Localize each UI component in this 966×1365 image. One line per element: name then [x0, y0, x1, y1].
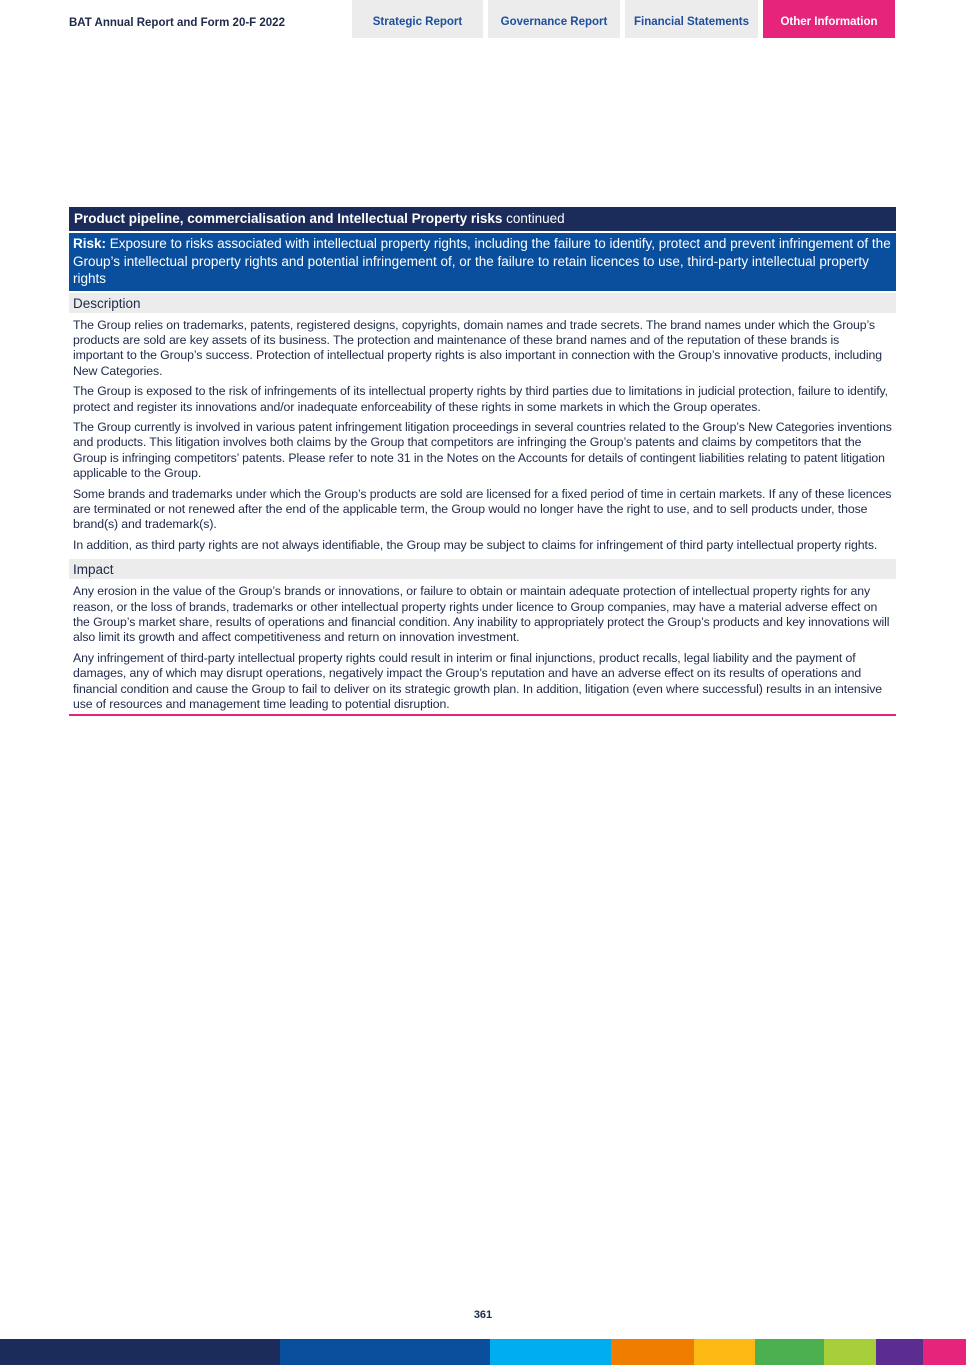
- section-suffix: continued: [506, 211, 565, 226]
- section-end-rule: [69, 714, 896, 716]
- risk-text: Exposure to risks associated with intellectual property rights, including the failure to identify, protect and prevent infringement of the Group’s intellectual property rights and potential infringement of, or the failure to retain licences to use, third-party intellectual property rights: [73, 236, 891, 286]
- impact-heading: Impact: [69, 559, 896, 579]
- tab-governance-report[interactable]: Governance Report: [488, 0, 620, 38]
- section-header: [69, 207, 896, 231]
- description-paragraph: Some brands and trademarks under which the Group’s products are sold are licensed for a fixed period of time in certain markets. If any of these licences are terminated or not renewed after the end of the applicable term, the Group would no longer have the right to use, and to sell products under, those brand(s) and trademark(s).: [73, 486, 892, 532]
- tab-other-information[interactable]: Other Information: [763, 0, 895, 38]
- description-paragraph: The Group relies on trademarks, patents, registered designs, copyrights, domain names and trade secrets. The brand names under which the Group’s products are sold are key assets of its business. The protection and maintenance of these brand names and of the reputation of these brands is important to the Group’s success. Protection of intellectual property rights is also important in connection with the Group’s innovative products, including New Categories.: [73, 317, 882, 378]
- impact-paragraph: Any infringement of third-party intellectual property rights could result in interim or final injunctions, product recalls, legal liability and the payment of damages, any of which may disrupt operations, negatively impact the Group’s reputation and have an adverse effect on its results of operations and financial condition and cause the Group to fail to deliver on its strategic growth plan. In addition, litigation (even where successful) results in an intensive use of resources and management time leading to potential disruption.: [73, 650, 883, 712]
- footer-stripe: [876, 1339, 923, 1365]
- footer-stripe: [0, 1339, 280, 1365]
- risk-label: Risk:: [73, 236, 107, 251]
- footer-stripe: [490, 1339, 611, 1365]
- section-tabs: [352, 0, 895, 38]
- footer-stripe: [755, 1339, 824, 1365]
- section-title: Product pipeline, commercialisation and Intellectual Property risks: [74, 211, 503, 226]
- impact-paragraph: Any erosion in the value of the Group’s brands or innovations, or failure to obtain or maintain adequate protection of intellectual property rights for any reason, or the loss of brands, trademarks or other intellectual property rights under licence to Group companies, may have a material adverse effect on the Group’s market share, results of operations and financial condition. Any inability to appropriately protect the Group’s products and key innovations will also limit its growth and affect competitiveness and return on innovation investment.: [73, 584, 890, 645]
- report-title: BAT Annual Report and Form 20-F 2022: [69, 17, 285, 29]
- footer-stripe: [280, 1339, 490, 1365]
- footer-color-band: [0, 1339, 966, 1365]
- risk-statement: [69, 233, 896, 291]
- tab-financial-statements[interactable]: Financial Statements: [625, 0, 758, 38]
- footer-stripe: [923, 1339, 966, 1365]
- footer-stripe: [611, 1339, 694, 1365]
- page-number: 361: [473, 1309, 493, 1321]
- tab-strategic-report[interactable]: Strategic Report: [352, 0, 483, 38]
- footer-stripe: [694, 1339, 755, 1365]
- footer-stripe: [824, 1339, 876, 1365]
- description-paragraph: The Group currently is involved in various patent infringement litigation proceedings in several countries related to the Group’s New Categories inventions and products. This litigation involves both claims by the Group that competitors are infringing the Group’s patents and claims by competitors that the Group is infringing competitors’ patents. Please refer to note 31 in the Notes on the Accounts for details of contingent liabilities relating to patent litigation applicable to the Group.: [73, 419, 892, 481]
- risk-table: [69, 207, 896, 716]
- description-paragraph: The Group is exposed to the risk of infringements of its intellectual property rights by third parties due to limitations in judicial protection, failure to identify, protect and register its innovations and/or inadequate enforceability of these rights in some markets in which the Group operates.: [73, 384, 888, 414]
- description-paragraph: In addition, as third party rights are not always identifiable, the Group may be subject to claims for infringement of third party intellectual property rights.: [73, 537, 878, 552]
- description-heading: Description: [69, 293, 896, 313]
